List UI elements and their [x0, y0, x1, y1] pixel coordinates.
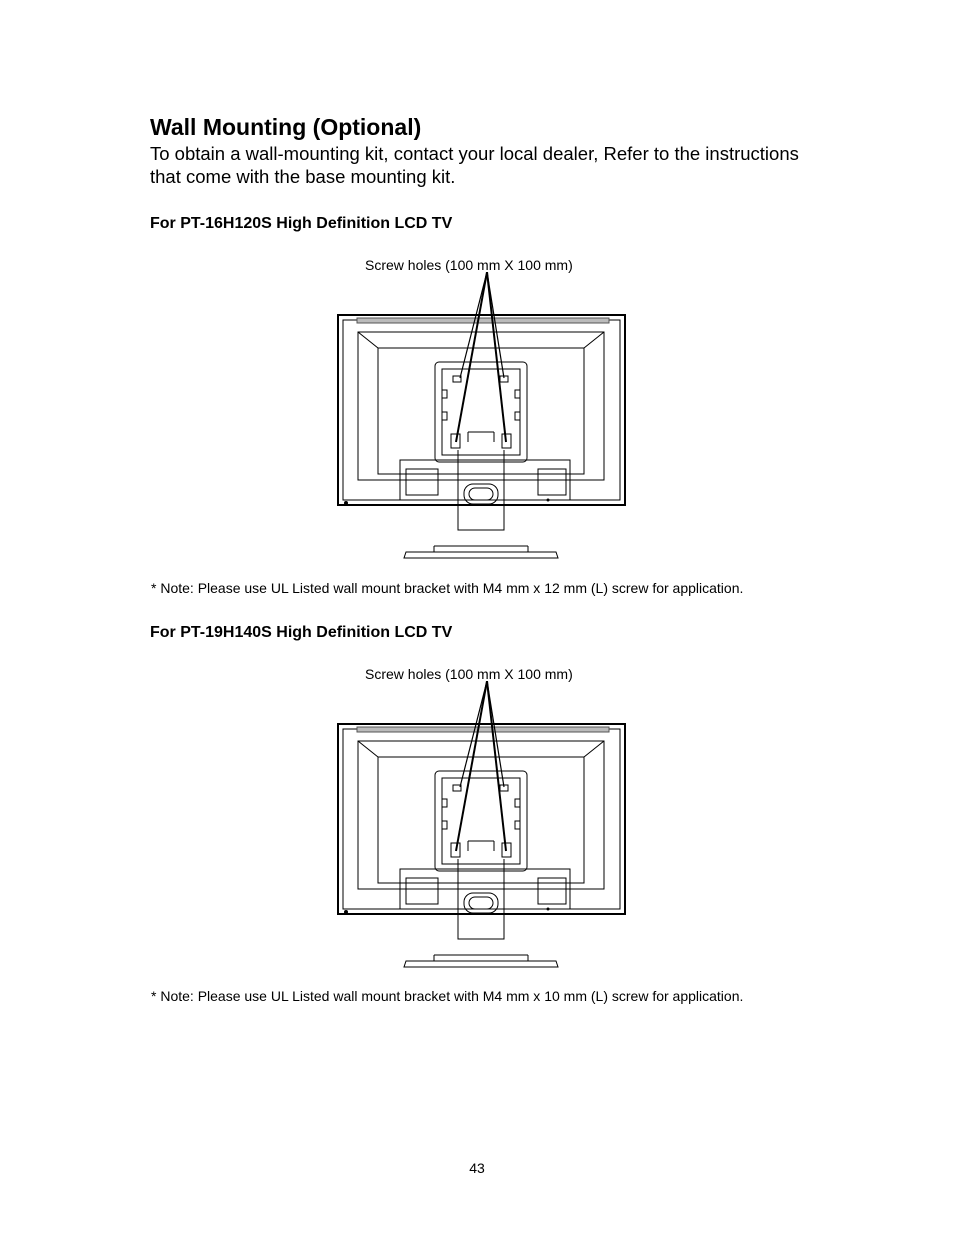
note-pt19: * Note: Please use UL Listed wall mount bracket with M4 mm x 10 mm (L) screw for application. — [151, 988, 744, 1004]
note-pt16: * Note: Please use UL Listed wall mount bracket with M4 mm x 12 mm (L) screw for application. — [151, 580, 744, 596]
screw-holes-callout-pt16: Screw holes (100 mm X 100 mm) — [365, 257, 573, 273]
intro-paragraph: To obtain a wall-mounting kit, contact your local dealer, Refer to the instructions that come with the base mounting kit. — [150, 143, 799, 187]
tv-rear-diagram-pt16 — [330, 272, 640, 562]
tv-rear-diagram-pt19 — [330, 681, 640, 971]
page-number: 43 — [469, 1160, 485, 1176]
page-title: Wall Mounting (Optional) — [150, 114, 422, 140]
screw-holes-callout-pt19: Screw holes (100 mm X 100 mm) — [365, 666, 573, 682]
section-heading-pt19: For PT-19H140S High Definition LCD TV — [150, 624, 453, 641]
section-heading-pt16: For PT-16H120S High Definition LCD TV — [150, 215, 453, 232]
